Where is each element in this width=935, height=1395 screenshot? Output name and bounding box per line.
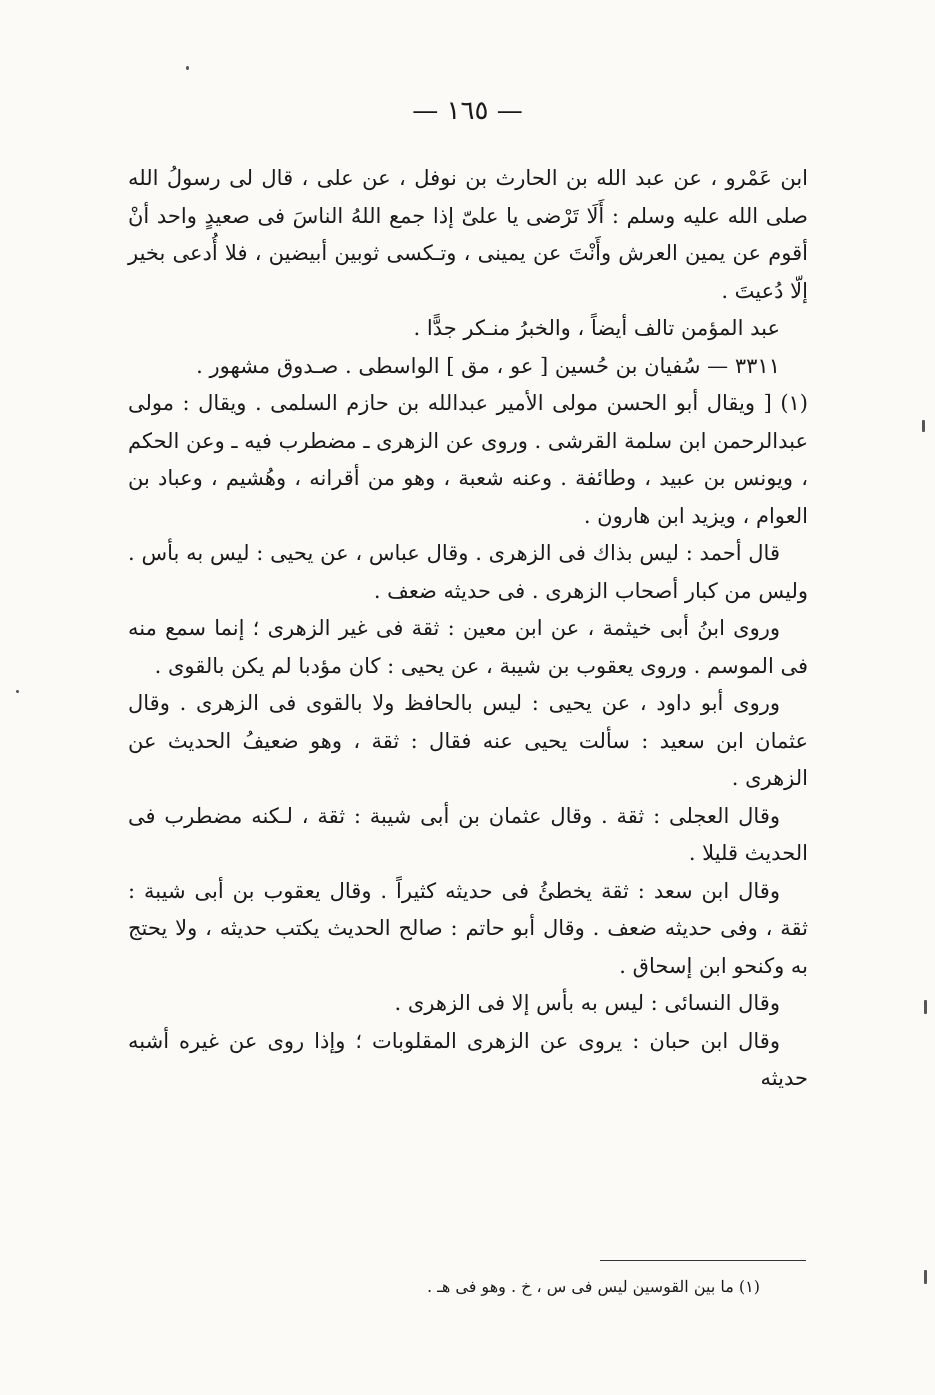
- paragraph-8: وقال العجلى : ثقة . وقال عثمان بن أبى شيبة : ثقة ، لـكنه مضطرب فى الحديث قليلا .: [128, 803, 808, 865]
- paragraph-5: قال أحمد : ليس بذاك فى الزهرى . وقال عباس ، عن يحيى : ليس به بأس . وليس من كبار أصحاب الزهرى . فى حديثه ضعف .: [128, 541, 808, 603]
- footnote-divider: [600, 1260, 806, 1261]
- scan-speck: [924, 1270, 927, 1284]
- paragraph-11: وقال ابن حبان : يروى عن الزهرى المقلوبات ؛ وإذا روى عن غيره أشبه حديثه: [128, 1028, 808, 1090]
- footnote: (١) ما بين القوسين ليس فى س ، خ . وهو فى هـ .: [426, 1277, 760, 1296]
- paragraph-2: عبد المؤمن تالف أيضاً ، والخبرُ منـكر جدًّا .: [413, 316, 780, 340]
- main-text: [128, 160, 808, 1098]
- paragraph-6: وروى ابنُ أبى خيثمة ، عن ابن معين : ثقة فى غير الزهرى ؛ إنما سمع منه فى الموسم . وروى يعقوب بن شيبة ، عن يحيى : كان مؤدبا لم يكن بالقوى .: [128, 616, 808, 678]
- page-number: — ١٦٥ —: [412, 96, 523, 126]
- scan-speck: [16, 690, 19, 693]
- paragraph-4: (١) [ ويقال أبو الحسن مولى الأمير عبدالله بن حازم السلمى . ويقال : مولى عبدالرحمن ابن سلمة القرشى . وروى عن الزهرى ـ مضطرب فيه ـ وعن الحكم ، ويونس بن عبيد ، وطائفة . وعنه شعبة ، وهو من أقرانه ، وهُشيم ، وعباد بن العوام ، ويزيد ابن هارون .: [128, 391, 808, 528]
- scan-speck: [922, 420, 925, 432]
- paragraph-9: وقال ابن سعد : ثقة يخطئُ فى حديثه كثيراً . وقال يعقوب بن أبى شيبة : ثقة ، وفى حديثه ضعف . وقال أبو حاتم : صالح الحديث يكتب حديثه ، ولا يحتج به وكنحو ابن إسحاق .: [128, 878, 808, 978]
- paragraph-7: وروى أبو داود ، عن يحيى : ليس بالحافظ ولا بالقوى فى الزهرى . وقال عثمان ابن سعيد : سألت يحيى عنه فقال : ثقة ، وهو ضعيفُ الحديث عن الزهرى .: [128, 691, 808, 790]
- paragraph-10: وقال النسائى : ليس به بأس إلا فى الزهرى .: [394, 991, 780, 1015]
- scan-speck: [186, 66, 189, 70]
- paragraph-1: ابن عَمْرو ، عن عبد الله بن الحارث بن نوفل ، عن على ، قال لى رسولُ الله صلى الله عليه وسلم : أَلَا تَرْضى يا علىّ إذا جمع اللهُ الناسَ فى صعيدٍ واحد أنْ أقوم عن يمين العرش وأَنْتَ عن يمينى ، وتـكسى ثوبين أبيضين ، فلا أُدعى بخير إلّا دُعيتَ .: [128, 166, 808, 303]
- entry-heading-3311: ٣٣١١ — سُفيان بن حُسين [ عو ، مق ] الواسطى . صـدوق مشهور .: [196, 353, 780, 378]
- scan-speck: [924, 1000, 927, 1014]
